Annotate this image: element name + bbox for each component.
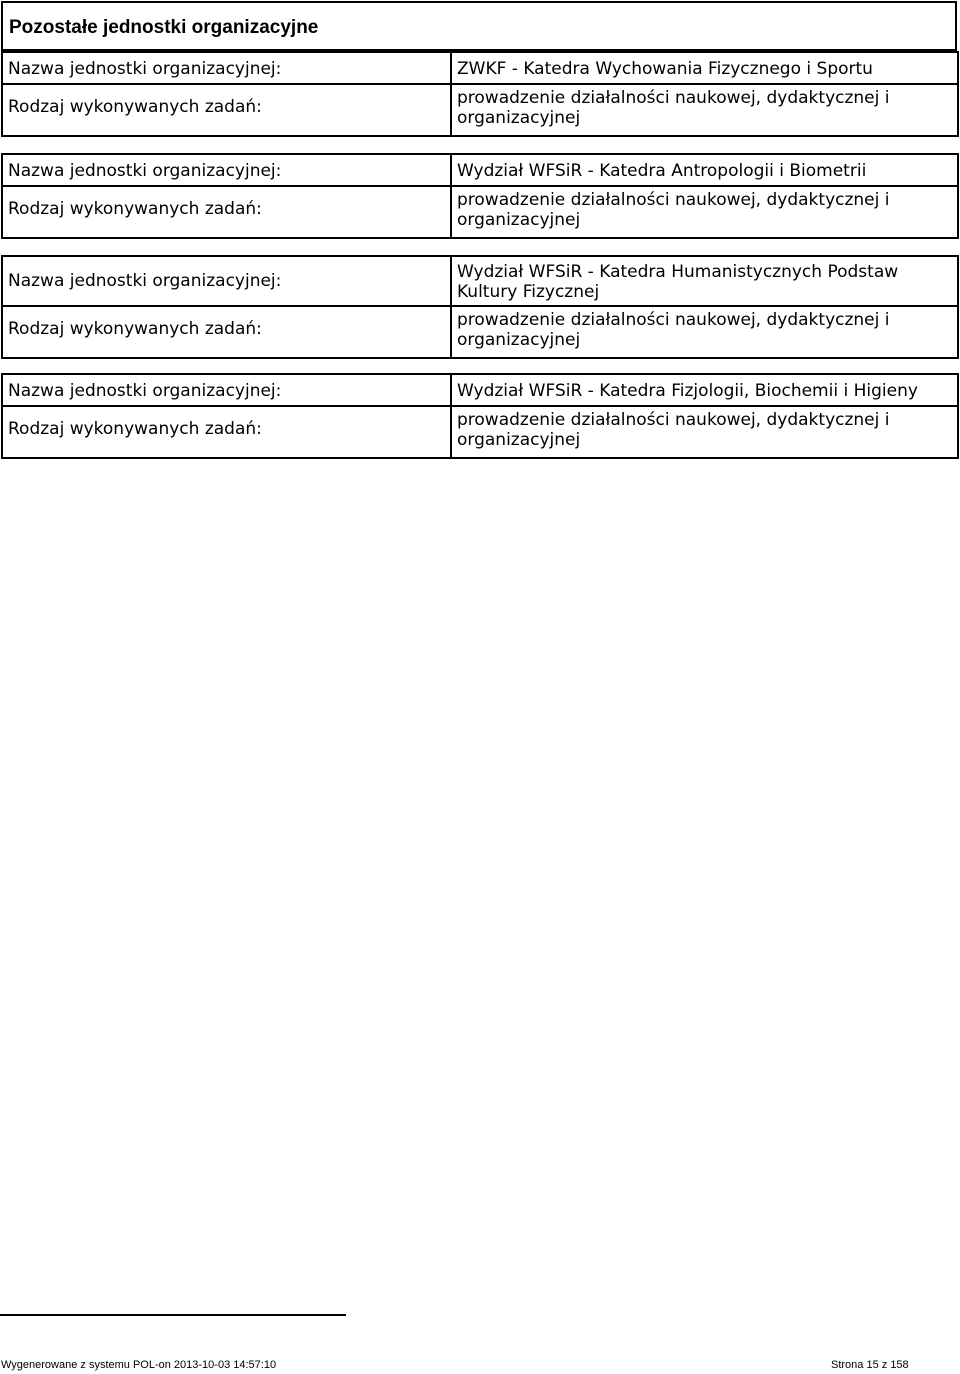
unit-name-label: Nazwa jednostki organizacyjnej: <box>2 52 451 84</box>
unit-tasks-label: Rodzaj wykonywanych zadań: <box>2 406 451 458</box>
unit-name-row <box>2 374 958 406</box>
footer-divider <box>0 1314 346 1316</box>
unit-name-row <box>2 256 958 306</box>
section-title: Pozostałe jednostki organizacyjne <box>1 1 957 51</box>
unit-table <box>1 51 959 137</box>
unit-tasks-value: prowadzenie działalności naukowej, dydaktycznej i organizacyjnej <box>451 306 958 358</box>
unit-name-label: Nazwa jednostki organizacyjnej: <box>2 154 451 186</box>
unit-tasks-value: prowadzenie działalności naukowej, dydaktycznej i organizacyjnej <box>451 406 958 458</box>
unit-name-value: ZWKF - Katedra Wychowania Fizycznego i Sportu <box>451 52 958 84</box>
unit-tasks-label: Rodzaj wykonywanych zadań: <box>2 306 451 358</box>
unit-tasks-value: prowadzenie działalności naukowej, dydaktycznej i organizacyjnej <box>451 84 958 136</box>
unit-name-label: Nazwa jednostki organizacyjnej: <box>2 256 451 306</box>
unit-name-row <box>2 52 958 84</box>
unit-table <box>1 255 959 359</box>
footer-generated-text: Wygenerowane z systemu POL-on 2013-10-03 14:57:10 <box>1 1359 277 1371</box>
unit-name-label: Nazwa jednostki organizacyjnej: <box>2 374 451 406</box>
unit-tasks-value: prowadzenie działalności naukowej, dydaktycznej i organizacyjnej <box>451 186 958 238</box>
unit-name-value: Wydział WFSiR - Katedra Humanistycznych Podstaw Kultury Fizycznej <box>451 256 958 306</box>
unit-table <box>1 153 959 239</box>
unit-tasks-row <box>2 406 958 458</box>
unit-tasks-label: Rodzaj wykonywanych zadań: <box>2 186 451 238</box>
unit-tasks-row <box>2 306 958 358</box>
unit-name-value: Wydział WFSiR - Katedra Antropologii i Biometrii <box>451 154 958 186</box>
unit-name-value: Wydział WFSiR - Katedra Fizjologii, Biochemii i Higieny <box>451 374 958 406</box>
unit-tasks-row <box>2 84 958 136</box>
unit-table <box>1 373 959 459</box>
unit-name-row <box>2 154 958 186</box>
footer-page-number: Strona 15 z 158 <box>831 1359 909 1371</box>
unit-tasks-label: Rodzaj wykonywanych zadań: <box>2 84 451 136</box>
unit-tasks-row <box>2 186 958 238</box>
